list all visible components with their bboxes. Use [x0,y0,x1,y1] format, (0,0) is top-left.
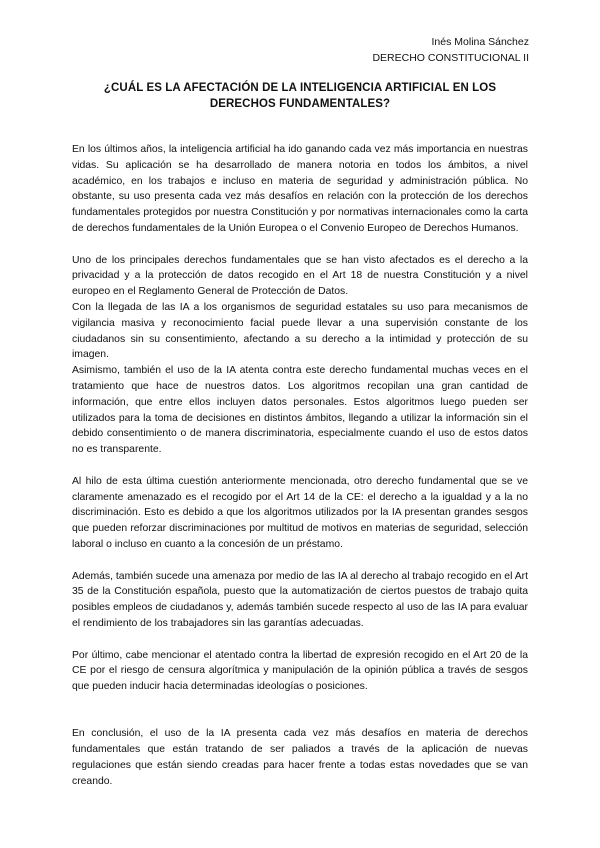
document-body [72,142,528,790]
course-name: DERECHO CONSTITUCIONAL II [372,52,529,64]
paragraph-intro: En los últimos años, la inteligencia artificial ha ido ganando cada vez más importancia en nuestras vidas. Su aplicación se ha desarrollado de manera notoria en todos los ámbitos, a nivel académico, en los trabajos e incluso en materia de seguridad y administración pública. No obstante, su uso presenta cada vez más desafíos en relación con la protección de los derechos fundamentales protegidos por nuestra Constitución y por normativas internacionales como la carta de derechos fundamentales de la Unión Europea o el Convenio Europeo de Derechos Humanos. [72,144,528,234]
paragraph-conclusion: En conclusión, el uso de la IA presenta cada vez más desafíos en materia de derechos fundamentales que están tratando de ser paliados a través de la aplicación de nuevas regulaciones que están siendo creadas para hacer frente a todas estas novedades que se van creando. [72,728,528,787]
paragraph-privacy: Uno de los principales derechos fundamentales que se han visto afectados es el derecho a la privacidad y a la protección de datos recogido en el Art 18 de nuestra Constitución y a nivel europeo en el Reglamento General de Protección de Datos. [72,254,528,298]
document-header [372,34,529,66]
paragraph-surveillance: Con la llegada de las IA a los organismos de seguridad estatales su uso para mecanismos de vigilancia masiva y reconocimiento facial puede llevar a una supervisión constante de los ciudadanos sin su consentimiento, afectando a su derecho a la intimidad y protección de su imagen. [72,301,528,361]
paragraph-expression: Por último, cabe mencionar el atentado contra la libertad de expresión recogido en el Art 20 de la CE por el riesgo de censura algorítmica y manipulación de la opinión pública a través de sesgos que pueden inducir hacia determinadas ideologías o posiciones. [72,649,528,693]
paragraph-work: Además, también sucede una amenaza por medio de las IA al derecho al trabajo recogido en el Art 35 de la Constitución española, puesto que la automatización de ciertos puestos de trabajo quita posibles empleos de ciudadanos y, además también sucede respecto al uso de las IA para evaluar el rendimiento de los trabajadores sin las garantías adecuadas. [72,570,528,629]
paragraph-data-treatment: Asimismo, también el uso de la IA atenta contra este derecho fundamental muchas veces en el tratamiento que hace de nuestros datos. Los algoritmos recopilan una gran cantidad de información, que entre ellos incluyen datos personales. Estos algoritmos luego pueden ser utilizados para la toma de decisiones en distintos ámbitos, llegando a utilizar la información sin el debido consentimiento o de manera discriminatoria, especialmente cuando el uso de estos datos no es transparente. [72,365,528,456]
author-name: Inés Molina Sánchez [431,36,529,48]
paragraph-equality: Al hilo de esta última cuestión anteriormente mencionada, otro derecho fundamental que se ve claramente amenazado es el recogido por el Art 14 de la CE: el derecho a la igualdad y a la no discriminación. Esto es debido a que los algoritmos utilizados por la IA presentan grandes sesgos que pueden reforzar discriminaciones por multitud de motivos en materias de seguridad, selección laboral o incluso en cuanto a la concesión de un préstamo. [72,475,528,550]
document-title: ¿CUÁL ES LA AFECTACIÓN DE LA INTELIGENCIA ARTIFICIAL EN LOS DERECHOS FUNDAMENTALES? [103,82,497,110]
